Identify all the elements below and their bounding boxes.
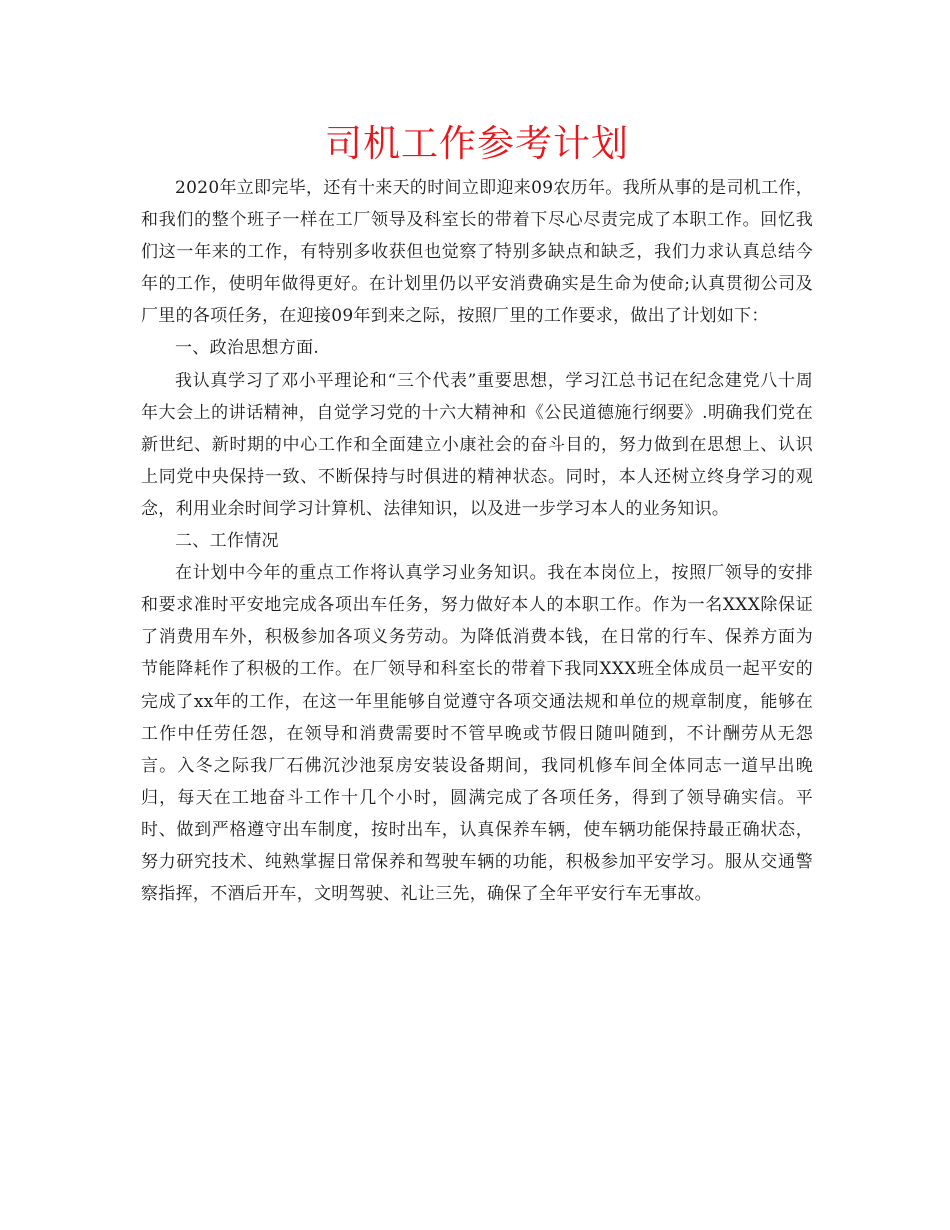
section-heading-politics: 一、政治思想方面. <box>175 338 320 359</box>
document-page <box>141 118 813 910</box>
politics-paragraph: 我认真学习了邓小平理论和“三个代表”重要思想，学习江总书记在纪念建党八十周年大会上的讲话精神，自觉学习党的十六大精神和《公民道德施行纲要》.明确我们党在新世纪、新时期的中心工作和全面建立小康社会的奋斗目的，努力做到在思想上、认识上同党中央保持一致、不断保持与时俱进的精神状态。同时，本人还树立终身学习的观念，利用业余时间学习计算机、法律知识，以及进一步学习本人的业务知识。 <box>141 370 813 519</box>
section-heading-work: 二、工作情况 <box>175 531 279 552</box>
work-paragraph: 在计划中今年的重点工作将认真学习业务知识。我在本岗位上，按照厂领导的安排和要求准时平安地完成各项出车任务，努力做好本人的本职工作。作为一名XXX除保证了消费用车外，积极参加各项义务劳动。为降低消费本钱，在日常的行车、保养方面为节能降耗作了积极的工作。在厂领导和科室长的带着下我同XXX班全体成员一起平安的完成了xx年的工作，在这一年里能够自觉遵守各项交通法规和单位的规章制度，能够在工作中任劳任怨，在领导和消费需要时不管早晚或节假日随叫随到，不计酬劳从无怨言。入冬之际我厂石佛沉沙池泵房安装设备期间，我同机修车间全体同志一道早出晚归，每天在工地奋斗工作十几个小时，圆满完成了各项任务，得到了领导确实信。平时、做到严格遵守出车制度，按时出车，认真保养车辆，使车辆功能保持最正确状态，努力研究技术、纯熟掌握日常保养和驾驶车辆的功能，积极参加平安学习。服从交通警察指挥，不酒后开车，文明驾驶、礼让三先，确保了全年平安行车无事故。 <box>141 563 813 905</box>
document-title: 司机工作参考计划 <box>325 122 629 165</box>
intro-paragraph: 2020年立即完毕，还有十来天的时间立即迎来09农历年。我所从事的是司机工作，和我们的整个班子一样在工厂领导及科室长的带着下尽心尽责完成了本职工作。回忆我们这一年来的工作，有特别多收获但也觉察了特别多缺点和缺乏，我们力求认真总结今年的工作，使明年做得更好。在计划里仍以平安消费确实是生命为使命;认真贯彻公司及厂里的各项任务，在迎接09年到来之际，按照厂里的工作要求，做出了计划如下： <box>141 178 813 327</box>
